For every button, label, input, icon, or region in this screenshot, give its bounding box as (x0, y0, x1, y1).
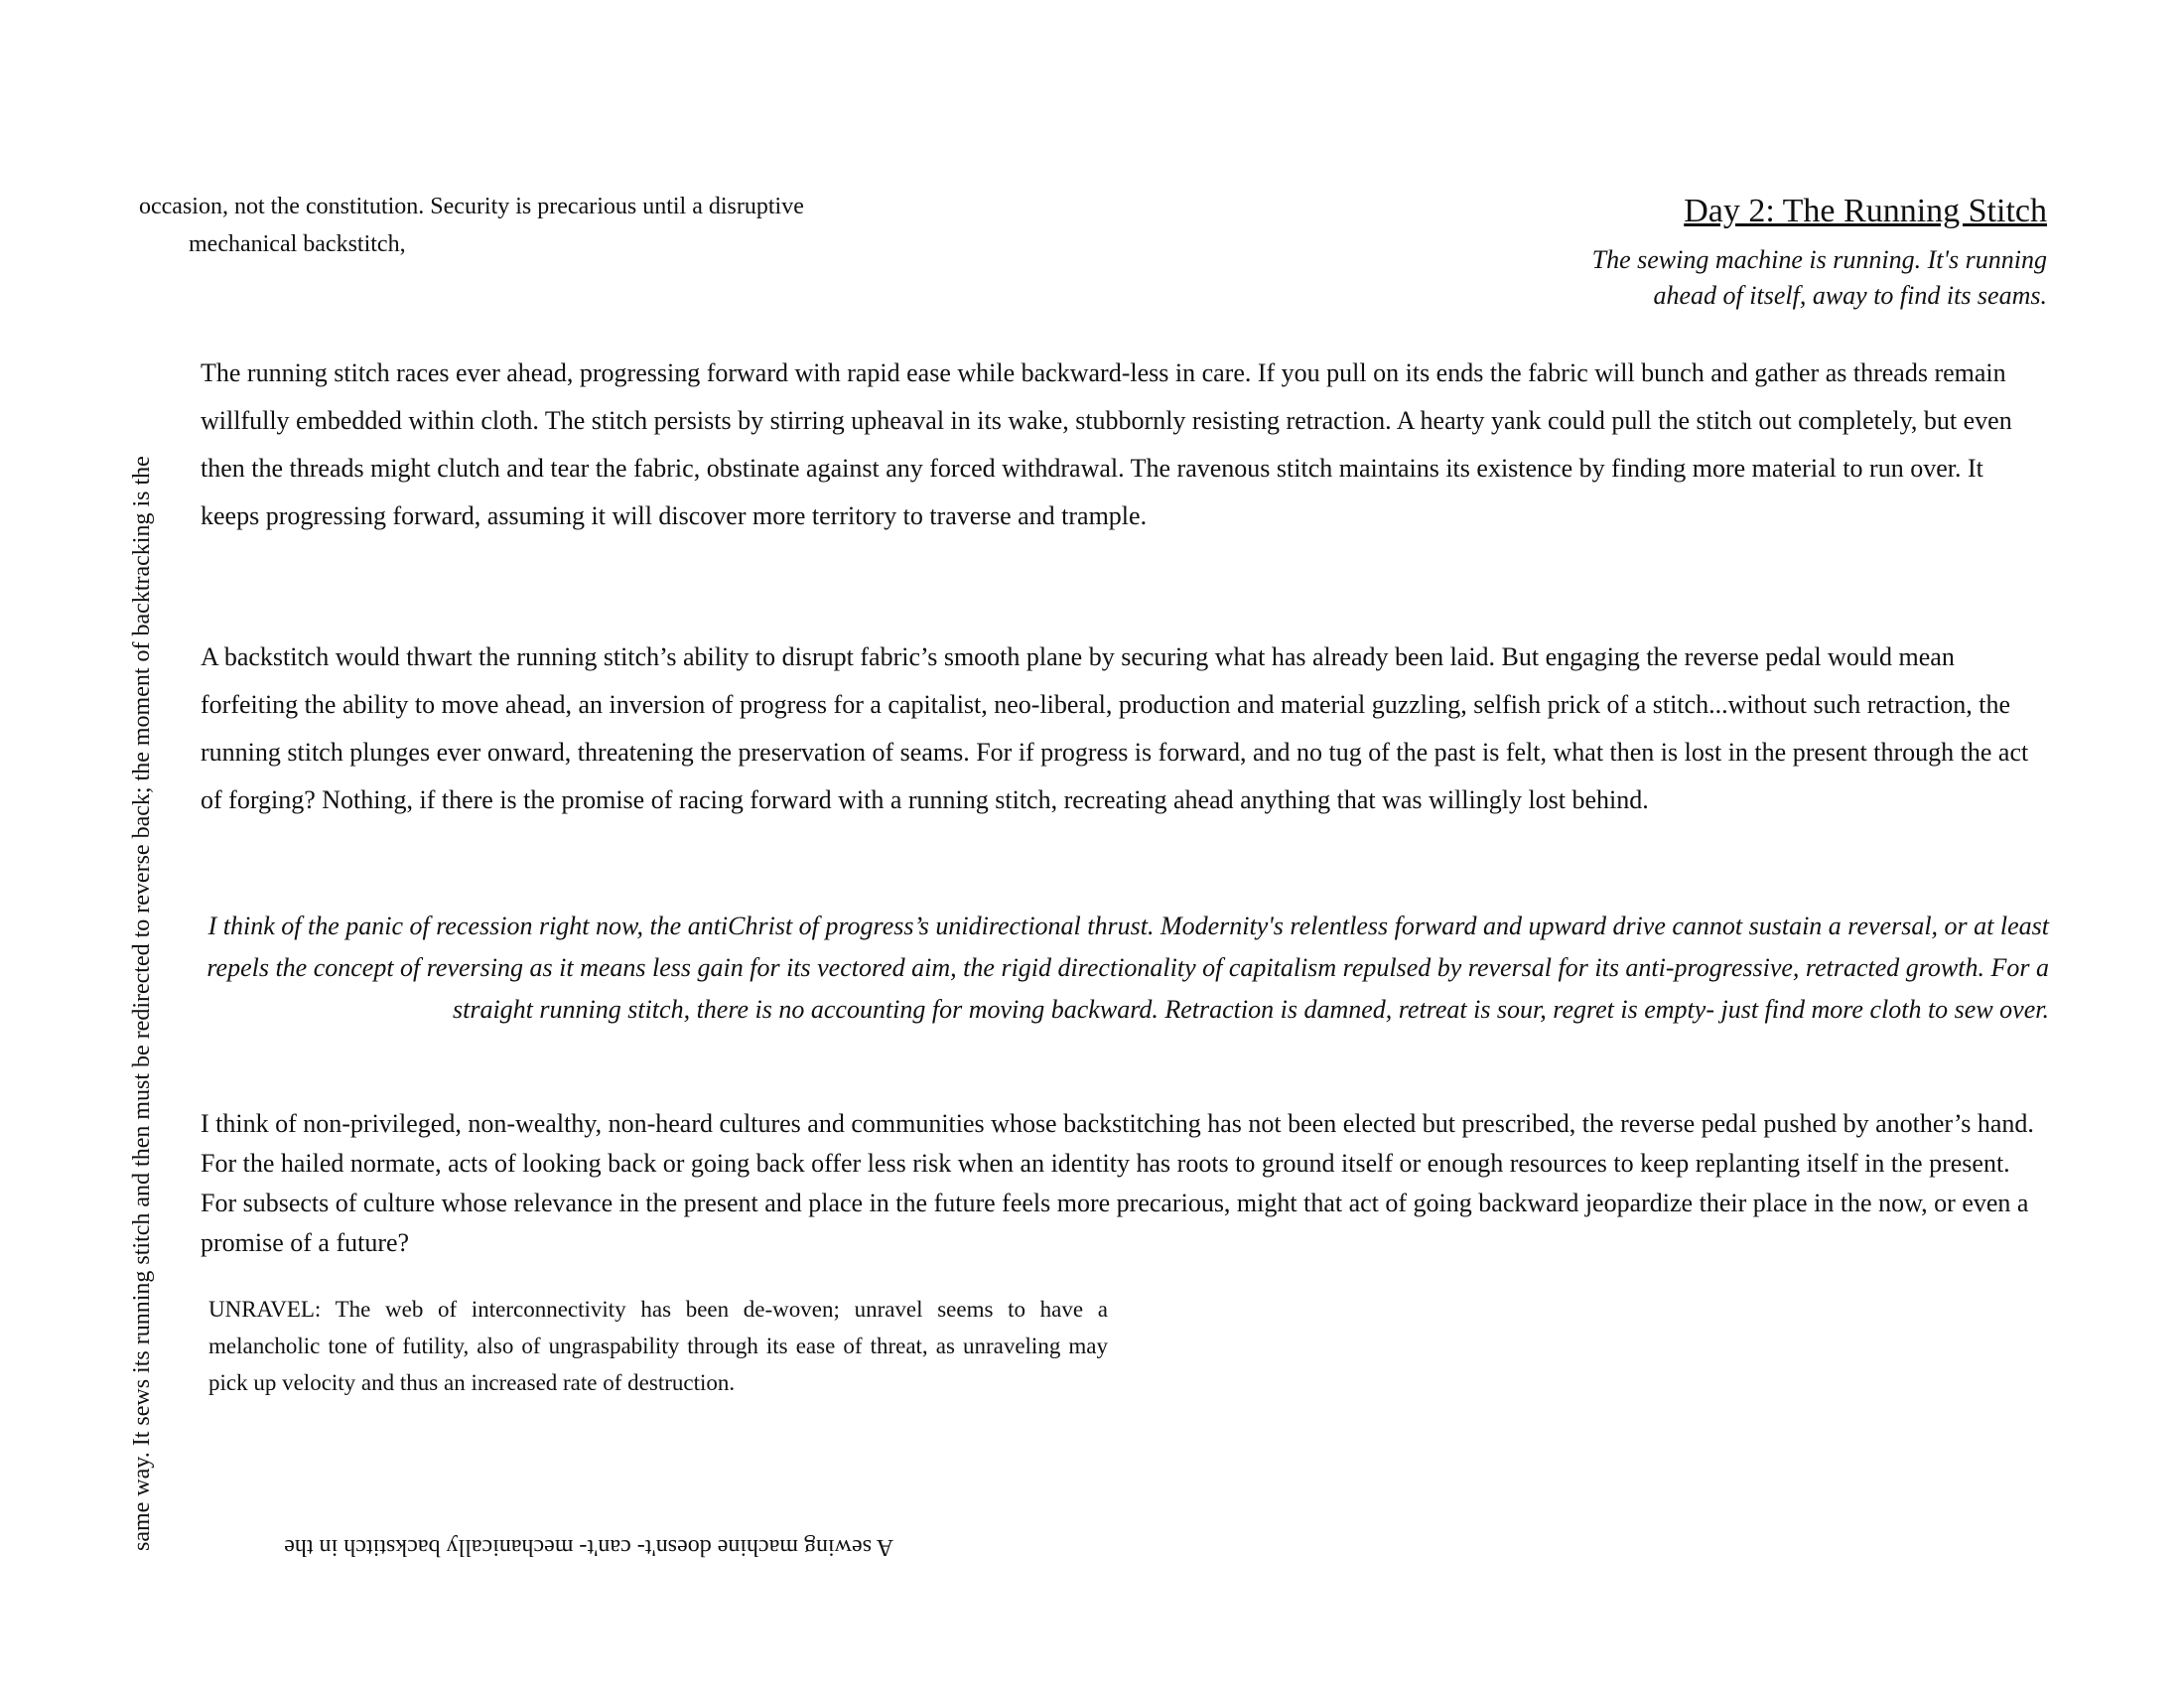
paragraph-running-stitch: The running stitch races ever ahead, progressing forward with rapid ease while backward-less in care. If you pull on its ends the fabric will bunch and gather as threads remain willfully embedded within cloth. The stitch persists by stirring upheaval in its wake, stubbornly resisting retraction. A hearty yank could pull the stitch out completely, but even then the threads might clutch and tear the fabric, obstinate against any forced withdrawal. The ravenous stitch maintains its existence by finding more material to run over. It keeps progressing forward, assuming it will discover more territory to traverse and trample. (201, 358, 2012, 530)
upside-down-bottom-text: A sewing machine doesn't- can't- mechanically backstitch in the (284, 1534, 893, 1560)
unravel-definition: UNRAVEL: The web of interconnectivity has been de-woven; unravel seems to have a melancholic tone of futility, also of ungraspability through its ease of threat, as unraveling may pick up velocity and thus an increased rate of destruction. (208, 1297, 1108, 1395)
page-subtitle (1352, 242, 2047, 314)
page-title: Day 2: The Running Stitch (1684, 193, 2047, 229)
paragraph-backstitch: A backstitch would thwart the running stitch’s ability to disrupt fabric’s smooth plane by securing what has already been laid. But engaging the reverse pedal would mean forfeiting the ability to move ahead, an inversion of progress for a capitalist, neo-liberal, production and material guzzling, selfish prick of a stitch...without such retraction, the running stitch plunges ever onward, threatening the preservation of seams. For if progress is forward, and no tug of the past is felt, what then is lost in the present through the act of forging? Nothing, if there is the promise of racing forward with a running stitch, recreating ahead anything that was willingly lost behind. (201, 642, 2029, 814)
subtitle-line-2: ahead of itself, away to find its seams. (1653, 281, 2047, 310)
subtitle-line-1: The sewing machine is running. It's running (1591, 245, 2047, 274)
italic-reflection-paragraph: I think of the panic of recession right now, the antiChrist of progress’s unidirectional thrust. Modernity's relentless forward and upward drive cannot sustain a reversal, or at least repels the concept of reversing as it means less gain for its vectored aim, the rigid directionality of capitalism repulsed by reversal for its anti-progressive, retracted growth. For a straight running stitch, there is no accounting for moving backward. Retraction is damned, retreat is sour, regret is empty- just find more cloth to sew over. (206, 912, 2049, 1024)
vertical-margin-text: same way. It sews its running stitch and then must be redirected to reverse back; the moment of backtracking is the (129, 456, 155, 1551)
top-left-continuation-text (139, 188, 993, 263)
top-left-line-2: mechanical backstitch, (189, 231, 406, 257)
paragraph-communities: I think of non-privileged, non-wealthy, non-heard cultures and communities whose backstitching has not been elected but prescribed, the reverse pedal pushed by another’s hand. For the hailed normate, acts of looking back or going back offer less risk when an identity has roots to ground itself or enough resources to keep replanting itself in the present. For subsects of culture whose relevance in the present and place in the future feels more precarious, might that act of going backward jeopardize their place in the now, or even a promise of a future? (201, 1109, 2034, 1257)
top-left-line-1: occasion, not the constitution. Security is precarious until a disruptive (139, 194, 804, 219)
